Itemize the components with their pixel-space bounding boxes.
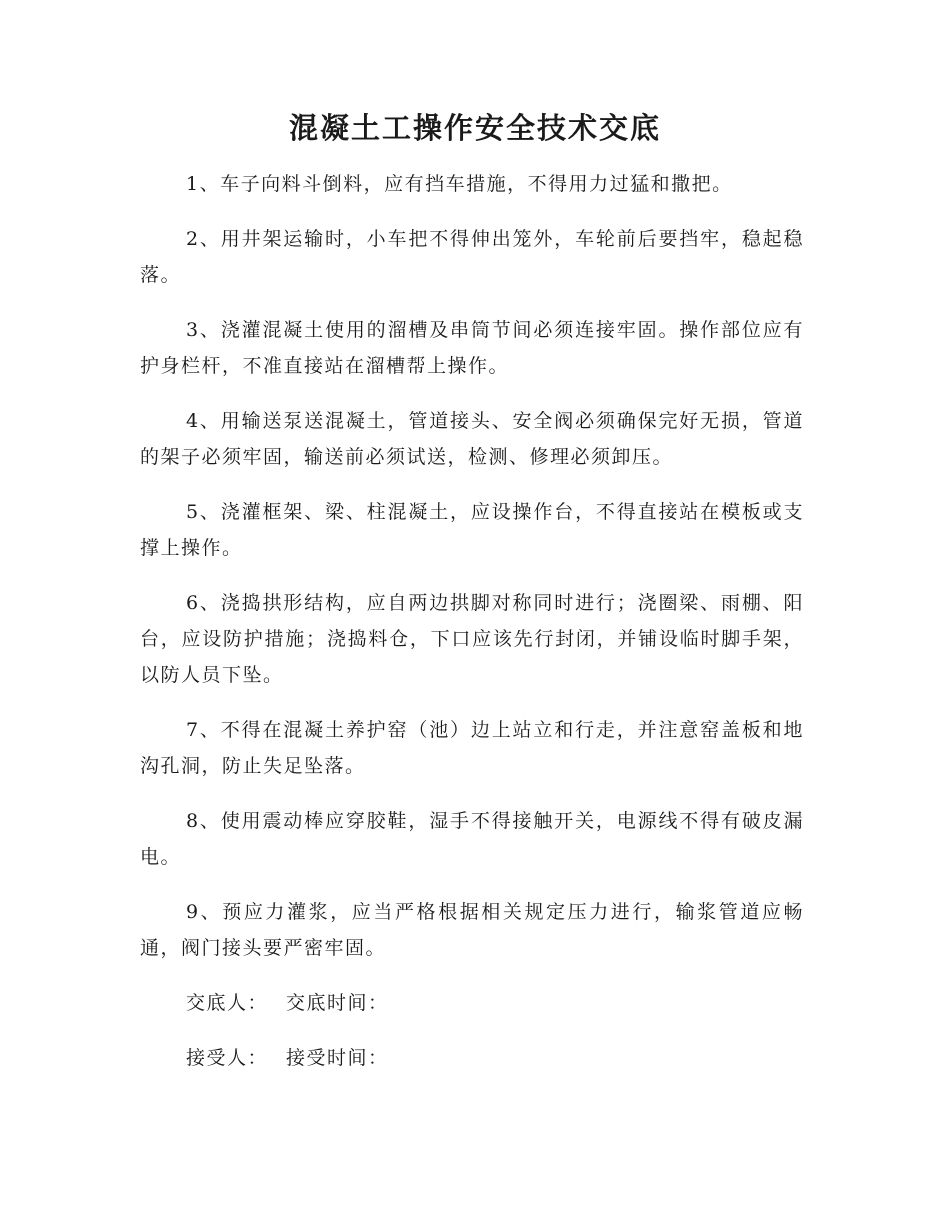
paragraph-4: 4、用输送泵送混凝土，管道接头、安全阀必须确保完好无损，管道的架子必须牢固，输送前必须试送，检测、修理必须卸压。 bbox=[140, 410, 804, 468]
paragraph-8: 8、使用震动棒应穿胶鞋，湿手不得接触开关，电源线不得有破皮漏电。 bbox=[140, 810, 804, 868]
document-title: 混凝土工操作安全技术交底 bbox=[288, 111, 661, 145]
receiver-row bbox=[140, 1040, 804, 1076]
discloser-row bbox=[140, 985, 804, 1021]
receiver-label: 接受人： bbox=[186, 1047, 269, 1069]
paragraph-9: 9、预应力灌浆，应当严格根据相关规定压力进行，输浆管道应畅通，阀门接头要严密牢固。 bbox=[140, 901, 804, 959]
document-body bbox=[140, 166, 804, 1095]
paragraph-1: 1、车子向料斗倒料，应有挡车措施，不得用力过猛和撒把。 bbox=[186, 173, 733, 195]
paragraph-2: 2、用井架运输时，小车把不得伸出笼外，车轮前后要挡牢，稳起稳落。 bbox=[140, 228, 804, 286]
paragraph-7: 7、不得在混凝土养护窑（池）边上站立和行走，并注意窑盖板和地沟孔洞，防止失足坠落。 bbox=[140, 719, 804, 777]
paragraph-3: 3、浇灌混凝土使用的溜槽及串筒节间必须连接牢固。操作部位应有护身栏杆，不准直接站在溜槽帮上操作。 bbox=[140, 319, 804, 377]
paragraph-6: 6、浇捣拱形结构，应自两边拱脚对称同时进行；浇圈梁、雨棚、阳台，应设防护措施；浇捣料仓，下口应该先行封闭，并铺设临时脚手架，以防人员下坠。 bbox=[140, 592, 804, 686]
receive-time-label: 接受时间： bbox=[286, 1047, 389, 1069]
discloser-label: 交底人： bbox=[186, 992, 269, 1014]
disclose-time-label: 交底时间： bbox=[286, 992, 389, 1014]
paragraph-5: 5、浇灌框架、梁、柱混凝土，应设操作台，不得直接站在模板或支撑上操作。 bbox=[140, 501, 804, 559]
